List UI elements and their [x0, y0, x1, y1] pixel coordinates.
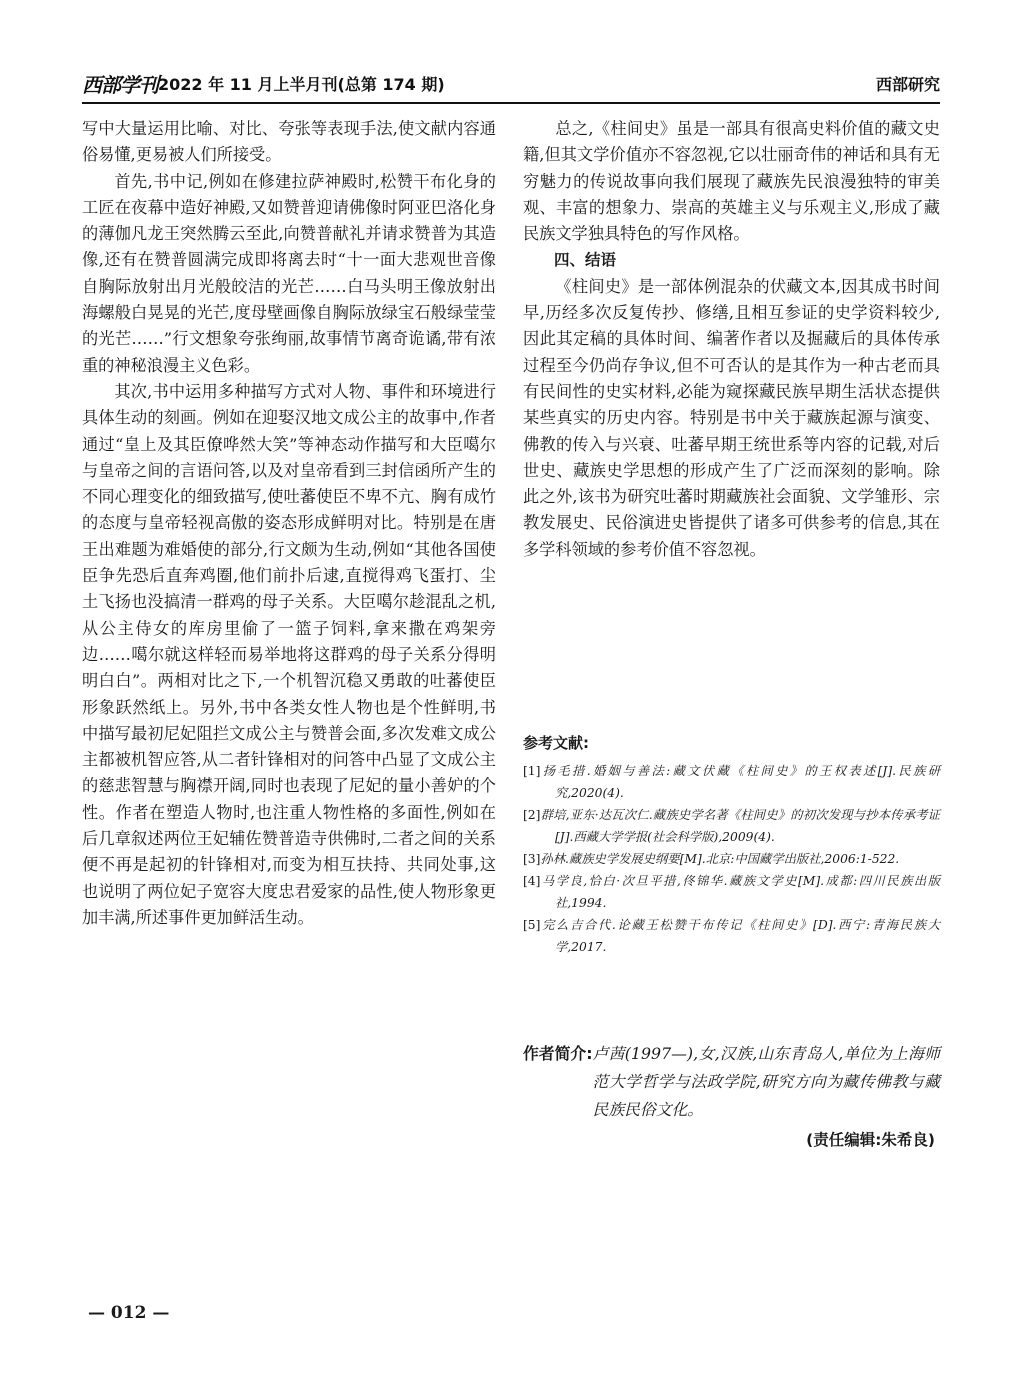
reference-item: [523, 870, 940, 914]
editor-line: (责任编辑:朱希良): [806, 1131, 935, 1149]
paragraph: 《柱间史》是一部体例混杂的伏藏文本,因其成书时间早,历经多次反复传抄、修缮,且相互参证的史学资料较少,因此其定稿的具体时间、编著作者以及掘藏后的具体传承过程至今仍尚存争议,但不可否认的是其作为一种古老而具有民间性的史实材料,必能为窥探藏民族早期生活状态提供某些真实的历史内容。特别是书中关于藏族起源与演变、佛教的传入与兴衰、吐蕃早期王统世系等内容的记载,对后世史、藏族史学思想的形成产生了广泛而深刻的影响。除此之外,该书为研究吐蕃时期藏族社会面貌、文学雏形、宗教发展史、民俗演进史皆提供了诸多可供参考的信息,其在多学科领域的参考价值不容忽视。: [523, 276, 940, 559]
issue-info: 2022 年 11 月上半月刊(总第 174 期): [158, 74, 445, 94]
reference-number: [4]: [523, 874, 541, 888]
left-column: [82, 116, 496, 931]
reference-item: [523, 804, 940, 848]
paragraph: 写中大量运用比喻、对比、夸张等表现手法,使文献内容通俗易懂,更易被人们所接受。: [82, 119, 496, 165]
journal-logo: 西部学刊: [82, 72, 158, 97]
reference-number: [5]: [523, 918, 541, 932]
references-heading: 参考文献:: [523, 734, 589, 752]
reference-item: [523, 914, 940, 958]
reference-item: [523, 760, 940, 804]
author-bio-label: 作者简介:: [523, 1044, 593, 1063]
reference-text: 完么吉合代.论藏王松赞干布传记《柱间史》[D].西宁:青海民族大学,2017.: [540, 918, 940, 954]
paragraph: 首先,书中记,例如在修建拉萨神殿时,松赞干布化身的工匠在夜幕中造好神殿,又如赞普迎请佛像时阿亚巴洛化身的薄伽凡龙王突然腾云至此,向赞普献礼并请求赞普为其造像,还有在赞普圆满完成即将离去时“十一面大悲观世音像自胸际放射出月光般皎洁的光芒……白马头明王像放射出海螺般白晃晃的光芒,度母壁画像自胸际放绿宝石般绿莹莹的光芒……”行文想象夸张绚丽,故事情节离奇诡谲,带有浓重的神秘浪漫主义色彩。: [82, 171, 496, 375]
reference-text: 群培,亚东·达瓦次仁.藏族史学名著《柱间史》的初次发现与抄本传承考证[J].西藏大学学报(社会科学版),2009(4).: [540, 808, 940, 844]
paragraph: 总之,《柱间史》虽是一部具有很高史料价值的藏文史籍,但其文学价值亦不容忽视,它以壮丽奇伟的神话和具有无穷魅力的传说故事向我们展现了藏族先民浪漫独特的审美观、丰富的想象力、崇高的英雄主义与乐观主义,形成了藏民族文学独具特色的写作风格。: [523, 119, 940, 244]
header-rule: [82, 102, 940, 104]
running-header: [82, 68, 940, 98]
reference-number: [2]: [523, 808, 541, 822]
paragraph: 其次,书中运用多种描写方式对人物、事件和环境进行具体生动的刻画。例如在迎娶汉地文成公主的故事中,作者通过“皇上及其臣僚哗然大笑”等神态动作描写和大臣噶尔与皇帝之间的言语问答,以及对皇帝看到三封信函所产生的不同心理变化的细致描写,使吐蕃使臣不卑不亢、胸有成竹的态度与皇帝轻视高傲的姿态形成鲜明对比。特别是在唐王出难题为难婚使的部分,行文颇为生动,例如“其他各国使臣争先恐后直奔鸡圈,他们前扑后逮,直搅得鸡飞蛋打、尘土飞扬也没搞清一群鸡的母子关系。大臣噶尔趁混乱之机,从公主侍女的库房里偷了一篮子饲料,拿来撒在鸡架旁边……噶尔就这样轻而易举地将这群鸡的母子关系分得明明白白”。两相对比之下,一个机智沉稳又勇敢的吐蕃使臣形象跃然纸上。另外,书中各类女性人物也是个性鲜明,书中描写最初尼妃阻拦文成公主与赞普会面,多次发难文成公主都被机智应答,从二者针锋相对的问答中凸显了文成公主的慈悲智慧与胸襟开阔,同时也表现了尼妃的量小善妒的个性。作者在塑造人物时,也注重人物性格的多面性,例如在后几章叙述两位王妃辅佐赞普造寺供佛时,二者之间的关系便不再是起初的针锋相对,而变为相互扶持、共同处事,这也说明了两位妃子宽容大度忠君爱家的品性,使人物形象更加丰满,所述事件更加鲜活生动。: [82, 381, 496, 927]
section-heading: 四、结语: [554, 251, 617, 270]
reference-text: 马学良,恰白·次旦平措,佟锦华.藏族文学史[M].成都:四川民族出版社,1994.: [540, 874, 940, 910]
reference-number: [1]: [523, 764, 541, 778]
reference-number: [3]: [523, 852, 541, 866]
reference-item: [523, 848, 940, 870]
section-name: 西部研究: [875, 74, 940, 94]
author-bio-text: 卢茜(1997—),女,汉族,山东青岛人,单位为上海师范大学哲学与法政学院,研究方向为藏传佛教与藏民族民俗文化。: [592, 1044, 940, 1119]
right-column: [523, 116, 940, 563]
page-number: — 012 —: [88, 1303, 170, 1323]
reference-text: 扬毛措.婚姻与善法:藏文伏藏《柱间史》的王权表述[J].民族研究,2020(4).: [540, 764, 940, 800]
header-left: [82, 69, 445, 98]
references-list: [523, 760, 940, 958]
reference-text: 孙林.藏族史学发展史纲要[M].北京:中国藏学出版社,2006:1-522.: [540, 852, 900, 866]
author-bio: [523, 1040, 940, 1124]
author-bio-row: [523, 1040, 940, 1124]
